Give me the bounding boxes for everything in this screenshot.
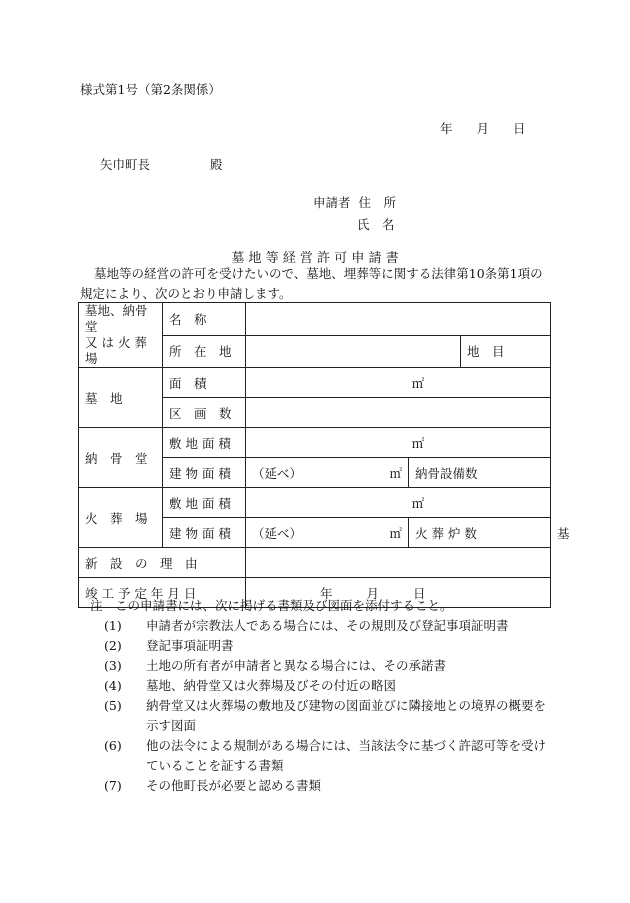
cemetery-area-unit: ㎡ bbox=[411, 375, 425, 391]
note-num: (6) bbox=[104, 738, 122, 753]
note-item bbox=[80, 636, 550, 656]
location-field[interactable] bbox=[246, 335, 461, 368]
date-month: 月 bbox=[476, 121, 490, 136]
crematorium-site-area-field[interactable] bbox=[246, 488, 551, 518]
crematorium-building-unit: ㎡ bbox=[389, 525, 402, 541]
row-name bbox=[79, 303, 551, 336]
location-label: 所 在 地 bbox=[163, 335, 246, 368]
ossuary-site-area-label: 敷 地 面 積 bbox=[163, 428, 246, 458]
ossuary-nobe-label: （延べ） bbox=[252, 465, 303, 481]
note-item bbox=[80, 656, 550, 676]
note-num: (2) bbox=[104, 638, 122, 653]
row-ossuary-site bbox=[79, 428, 551, 458]
completion-year: 年 bbox=[320, 585, 333, 601]
note-text: 申請者が宗教法人である場合には、その規則及び登記事項証明書 bbox=[146, 618, 509, 633]
ossuary-building-area-field[interactable] bbox=[246, 458, 409, 488]
completion-day: 日 bbox=[413, 585, 426, 601]
form-number: 様式第1号（第2条関係） bbox=[80, 82, 221, 97]
form-title: 墓 地 等 経 営 許 可 申 請 書 bbox=[231, 251, 399, 266]
crematorium-nobe-label: （延べ） bbox=[252, 525, 303, 541]
note-num: (3) bbox=[104, 658, 122, 673]
date-line bbox=[440, 119, 526, 137]
note-item bbox=[80, 736, 550, 776]
attachment-notes bbox=[80, 596, 550, 796]
cemetery-area-label: 面 積 bbox=[163, 368, 246, 398]
completion-month: 月 bbox=[366, 585, 380, 601]
note-text: 土地の所有者が申請者と異なる場合には、その承諾書 bbox=[146, 658, 447, 673]
note-item bbox=[80, 776, 550, 796]
application-table bbox=[78, 302, 570, 601]
date-day: 日 bbox=[513, 121, 526, 136]
ossuary-building-unit: ㎡ bbox=[389, 465, 402, 481]
reason-label: 新 設 の 理 由 bbox=[79, 548, 246, 578]
note-num: (5) bbox=[104, 698, 122, 713]
note-item bbox=[80, 676, 550, 696]
crematorium-building-area-label: 建 物 面 積 bbox=[163, 518, 246, 548]
intro-text: 墓地等の経営の許可を受けたいので、墓地、埋葬等に関する法律第10条第1項の規定により、次のとおり申請します。 bbox=[80, 266, 543, 301]
furnace-count-unit: 基 bbox=[557, 525, 570, 541]
addressee: 矢巾町長 bbox=[100, 157, 151, 172]
completion-date-label: 竣 工 予 定 年 月 日 bbox=[79, 578, 246, 608]
note-item bbox=[80, 616, 550, 636]
crematorium-site-area-label: 敷 地 面 積 bbox=[163, 488, 246, 518]
name-field[interactable] bbox=[246, 303, 551, 336]
note-text: その他町長が必要と認める書類 bbox=[146, 778, 322, 793]
note-text: 登記事項証明書 bbox=[146, 638, 234, 653]
applicant-name-label: 氏 名 bbox=[357, 217, 395, 232]
note-num: (4) bbox=[104, 678, 122, 693]
applicant-label: 申請者 bbox=[313, 195, 351, 210]
note-text: 納骨堂又は火葬場の敷地及び建物の図面並びに隣接地との境界の概要を示す図面 bbox=[146, 698, 547, 733]
note-text: 他の法令による規制がある場合には、当該法令に基づく許認可等を受けていることを証する書類 bbox=[146, 738, 547, 773]
date-year: 年 bbox=[440, 121, 453, 136]
plots-field[interactable] bbox=[246, 398, 551, 428]
facility-type-label-cell bbox=[79, 303, 163, 368]
lot-category-label: 地 目 bbox=[461, 335, 551, 368]
honorific: 殿 bbox=[210, 157, 223, 172]
furnace-count-label: 火 葬 炉 数 bbox=[409, 518, 551, 548]
plots-label: 区 画 数 bbox=[163, 398, 246, 428]
row-cemetery-area bbox=[79, 368, 551, 398]
row-reason bbox=[79, 548, 551, 578]
applicant-block bbox=[313, 192, 396, 236]
note-text: 墓地、納骨堂又は火葬場及びその付近の略図 bbox=[146, 678, 397, 693]
note-item bbox=[80, 696, 550, 736]
ossuary-label: 納 骨 堂 bbox=[79, 428, 163, 488]
note-num: (7) bbox=[104, 778, 122, 793]
crematorium-site-area-unit: ㎡ bbox=[411, 495, 425, 511]
ossuary-building-area-label: 建 物 面 積 bbox=[163, 458, 246, 488]
cemetery-area-field[interactable] bbox=[246, 368, 551, 398]
row-crematorium-site bbox=[79, 488, 551, 518]
reason-field[interactable] bbox=[246, 548, 551, 578]
applicant-address-label: 住 所 bbox=[358, 195, 397, 210]
ossuary-site-area-field[interactable] bbox=[246, 428, 551, 458]
cemetery-label: 墓 地 bbox=[79, 368, 163, 428]
note-num: (1) bbox=[104, 618, 122, 633]
notes-head: 注 この申請書には、次に掲げる書類及び図面を添付すること。 bbox=[90, 598, 453, 613]
crematorium-label: 火 葬 場 bbox=[79, 488, 163, 548]
name-label: 名 称 bbox=[163, 303, 246, 336]
addressee-line bbox=[100, 155, 223, 173]
crematorium-building-area-field[interactable] bbox=[246, 518, 409, 548]
ossuary-site-area-unit: ㎡ bbox=[411, 435, 425, 451]
ossuary-facility-count-label: 納骨設備数 bbox=[409, 458, 551, 488]
facility-type-label-line1: 墓地、納骨堂 bbox=[85, 303, 148, 334]
facility-type-label-line2: 又 は 火 葬 場 bbox=[85, 335, 147, 366]
